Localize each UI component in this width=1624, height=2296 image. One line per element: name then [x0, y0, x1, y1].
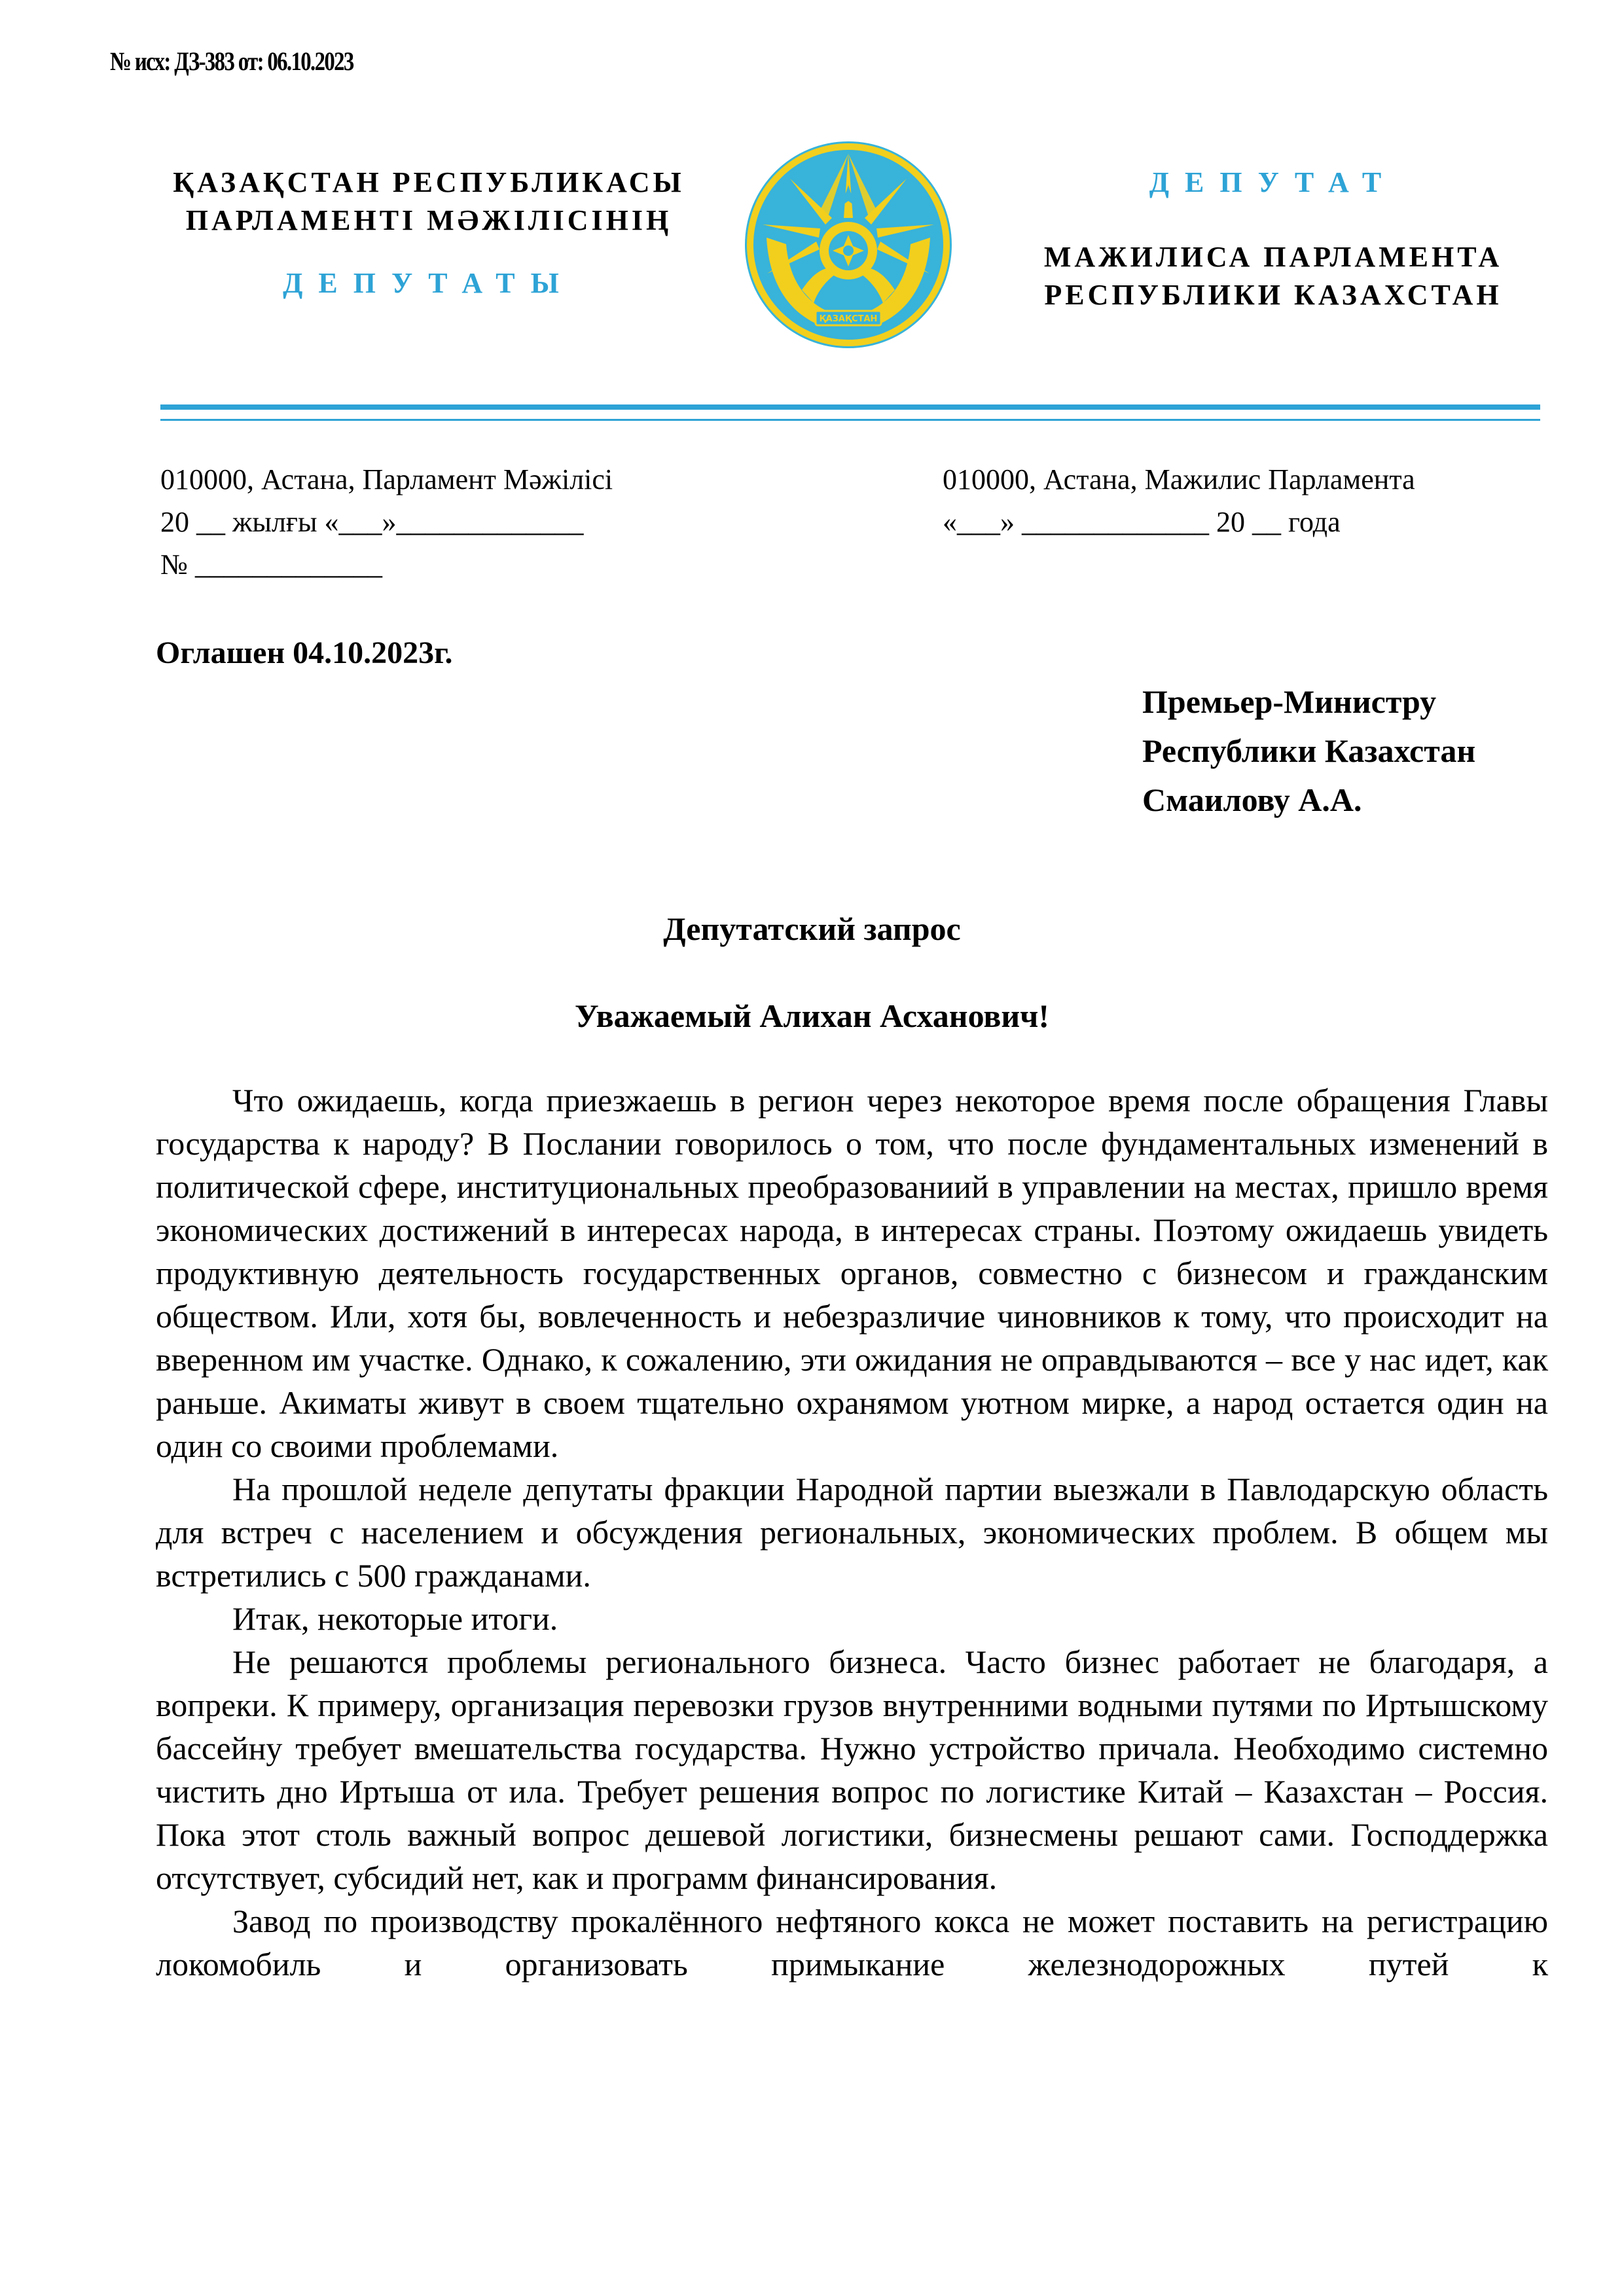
address-left-line-1: 010000, Астана, Парламент Мәжілісі	[160, 463, 613, 495]
letter-body	[156, 1079, 1548, 1986]
state-emblem-icon	[743, 139, 954, 350]
address-right-line-1: 010000, Астана, Мажилис Парламента	[943, 463, 1415, 495]
recipient-line-2: Республики Казахстан	[1142, 732, 1476, 769]
recipient-block	[1142, 677, 1475, 825]
recipient-line-3: Смаилову А.А.	[1142, 781, 1362, 818]
org-line-2: РЕСПУБЛИКИ КАЗАХСТАН	[1044, 279, 1502, 311]
org-line-1: МАЖИЛИСА ПАРЛАМЕНТА	[1043, 241, 1503, 273]
header-divider-thin	[160, 419, 1540, 421]
header-left-kazakh	[157, 164, 700, 302]
deputy-word-ru: ДЕПУТАТ	[1149, 166, 1398, 198]
org-line-1: ҚАЗАҚСТАН РЕСПУБЛИКАСЫ	[173, 166, 685, 198]
body-paragraph: Итак, некоторые итоги.	[232, 1600, 558, 1637]
salutation: Уважаемый Алихан Асханович!	[574, 997, 1050, 1034]
deputy-word-kz: ДЕПУТАТЫ	[283, 267, 575, 299]
emblem-lettering: ҚАЗАҚСТАН	[819, 314, 878, 324]
outgoing-number-stamp: № исх: ДЗ-383 от: 06.10.2023	[110, 46, 353, 76]
recipient-line-1: Премьер-Министру	[1142, 683, 1437, 720]
address-right	[943, 458, 1415, 543]
header-right-russian	[1005, 164, 1542, 314]
body-paragraph: На прошлой неделе депутаты фракции Народной партии выезжали в Павлодарскую область для встреч с населением и обсуждения региональных, экономических проблем. В общем мы встретились с 500 гражданами.	[156, 1471, 1548, 1594]
document-title: Депутатский запрос	[663, 910, 961, 947]
address-left-line-2: 20 __ жылғы «___»_____________	[160, 506, 584, 538]
body-paragraph: Что ожидаешь, когда приезжаешь в регион через некоторое время после обращения Главы государства к народу? В Послании говорилось о том, что после фундаментальных изменений в политической сфере, институциональных преобразованиий в управлении на местах, пришло время экономических достижений в интересах народа, в интересах страны. Поэтому ожидаешь увидеть продуктивную деятельность государственных органов, совместно с бизнесом и гражданским обществом. Или, хотя бы, вовлеченность и небезразличие чиновников к тому, что происходит на вверенном им участке. Однако, к сожалению, эти ожидания не оправдываются – все у нас идет, как раньше. Акиматы живут в своем тщательно охранямом уютном мирке, а народ остается один на один со своими проблемами.	[156, 1082, 1548, 1464]
body-paragraph: Завод по производству прокалённого нефтяного кокса не может поставить на регистрацию локомобиль и организовать примыкание железнодорожных путей к	[156, 1903, 1548, 1982]
address-right-line-2: «___» _____________ 20 __ года	[943, 506, 1341, 538]
address-left-line-3: № _____________	[160, 548, 382, 581]
announced-date: Оглашен 04.10.2023г.	[156, 636, 453, 670]
address-left	[160, 458, 613, 586]
header-divider-thick	[160, 404, 1540, 410]
org-line-2: ПАРЛАМЕНТІ МӘЖІЛІСІНІҢ	[185, 204, 672, 236]
body-paragraph: Не решаются проблемы регионального бизнеса. Часто бизнес работает не благодаря, а вопреки. К примеру, организация перевозки грузов внутренними водными путями по Иртышскому бассейну требует вмешательства государства. Нужно устройство причала. Необходимо системно чистить дно Иртыша от ила. Требует решения вопрос по логистике Китай – Казахстан – Россия. Пока этот столь важный вопрос дешевой логистики, бизнесмены решают сами. Господдержка отсутствует, субсидий нет, как и программ финансирования.	[156, 1643, 1548, 1896]
